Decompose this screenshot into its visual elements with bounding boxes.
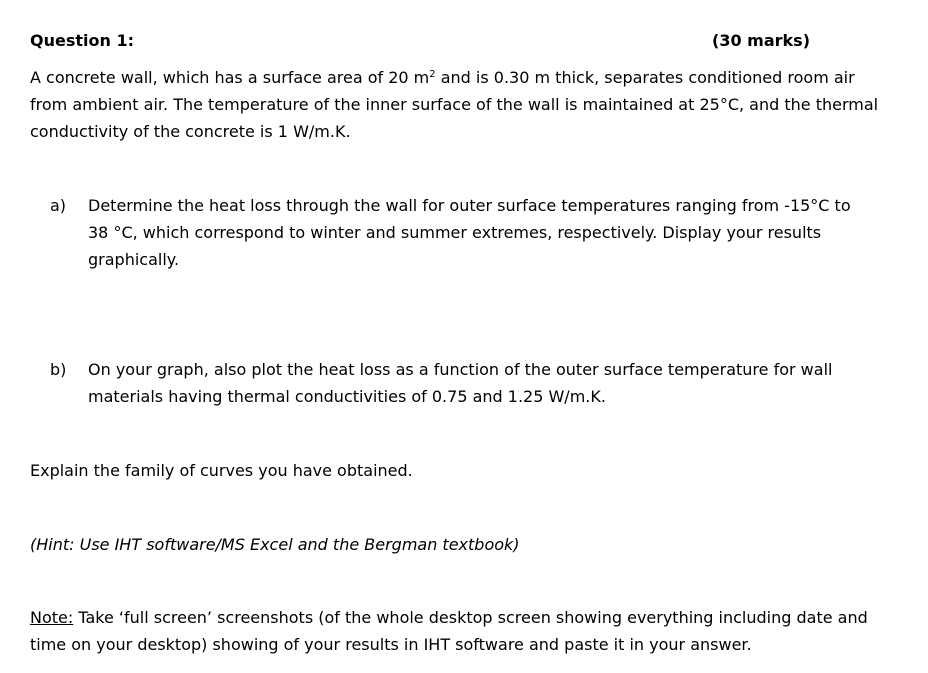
part-b-label: b) [50,360,67,379]
explain-text: Explain the family of curves you have obtained. [30,461,413,480]
part-b-line-2: materials having thermal conductivities of 0.75 and 1.25 W/m.K. [88,387,606,406]
part-b-line-1: On your graph, also plot the heat loss as a function of the outer surface temperature for wall [88,360,833,379]
note-line-2: time on your desktop) showing of your results in IHT software and paste it in your answer. [30,635,752,654]
part-a-line-2: 38 °C, which correspond to winter and summer extremes, respectively. Display your results [88,223,822,242]
question-header [30,31,810,55]
intro-line-1-end: and is 0.30 m thick, separates conditioned room air [435,68,855,87]
intro-line-1 [30,67,855,89]
part-a-label: a) [50,196,67,215]
question-marks: (30 marks) [712,31,810,50]
intro-line-2: from ambient air. The temperature of the inner surface of the wall is maintained at 25°C, and the thermal [30,95,879,114]
hint-text: (Hint: Use IHT software/MS Excel and the Bergman textbook) [30,535,520,554]
question-title: Question 1: [30,31,134,50]
note-line-1 [30,607,868,629]
intro-line-1-start: A concrete wall, which has a surface area of 20 m [30,68,430,87]
note-line-1-text: Take ‘full screen’ screenshots (of the whole desktop screen showing everything including date and [73,608,868,627]
part-a-line-1: Determine the heat loss through the wall for outer surface temperatures ranging from -15°C to [88,196,851,215]
part-a-line-3: graphically. [88,250,180,269]
intro-line-3: conductivity of the concrete is 1 W/m.K. [30,122,351,141]
note-label: Note: [30,608,74,627]
area-unit-superscript: 2 [429,69,436,80]
